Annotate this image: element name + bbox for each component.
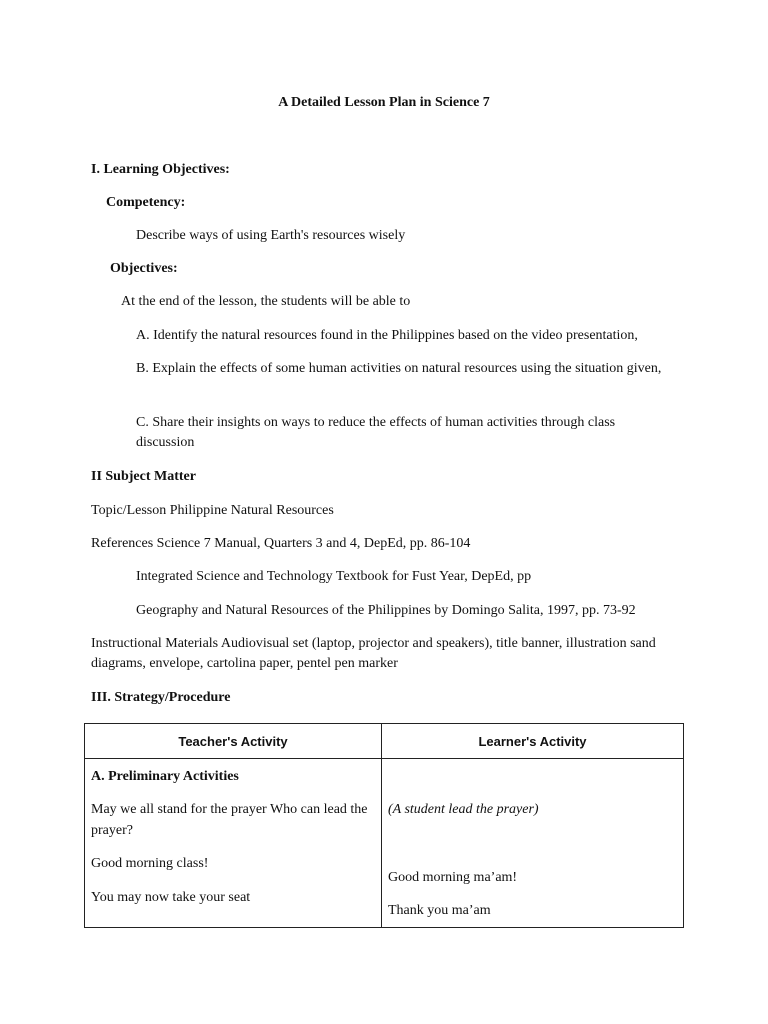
objectives-label: Objectives: xyxy=(110,261,178,276)
reference-3: Geography and Natural Resources of the Philippines by Domingo Salita, 1997, pp. 73-92 xyxy=(136,603,636,618)
objective-b: B. Explain the effects of some human activities on natural resources using the situation given, xyxy=(136,361,662,376)
learner-thanks-line: Thank you ma’am xyxy=(388,903,491,918)
teacher-prayer-line: May we all stand for the prayer Who can lead the prayer? xyxy=(91,802,368,838)
competency-label: Competency: xyxy=(106,195,186,210)
table-row xyxy=(85,759,684,928)
learner-greeting-line: Good morning ma’am! xyxy=(388,870,518,885)
competency-text: Describe ways of using Earth's resources wisely xyxy=(136,228,406,243)
topic-line: Topic/Lesson Philippine Natural Resources xyxy=(91,503,334,518)
reference-2: Integrated Science and Technology Textbook for Fust Year, DepEd, pp xyxy=(136,569,532,584)
learning-objectives-heading: I. Learning Objectives: xyxy=(91,162,230,177)
document-title: A Detailed Lesson Plan in Science 7 xyxy=(278,95,490,110)
table-header-row xyxy=(85,724,684,759)
preliminary-activities-heading: A. Preliminary Activities xyxy=(91,769,239,784)
objective-c: C. Share their insights on ways to reduce the effects of human activities through class discussion xyxy=(136,415,616,450)
teacher-seat-line: You may now take your seat xyxy=(91,890,251,905)
teacher-activity-cell xyxy=(85,759,382,928)
learner-activity-cell xyxy=(382,759,684,928)
objectives-intro: At the end of the lesson, the students will be able to xyxy=(121,294,411,309)
teacher-greeting-line: Good morning class! xyxy=(91,856,209,871)
objective-a: A. Identify the natural resources found in the Philippines based on the video presentation, xyxy=(136,328,638,343)
teacher-activity-header: Teacher's Activity xyxy=(85,724,382,759)
strategy-heading: III. Strategy/Procedure xyxy=(91,690,231,705)
activity-table xyxy=(84,723,684,928)
learner-prayer-line: (A student lead the prayer) xyxy=(388,802,539,817)
references-line: References Science 7 Manual, Quarters 3 and 4, DepEd, pp. 86-104 xyxy=(91,536,471,551)
materials-line: Instructional Materials Audiovisual set (laptop, projector and speakers), title banner, illustration sand diagrams, envelope, cartolina paper, pentel pen marker xyxy=(91,636,656,671)
learner-activity-header: Learner's Activity xyxy=(382,724,684,759)
subject-matter-heading: II Subject Matter xyxy=(91,469,196,484)
